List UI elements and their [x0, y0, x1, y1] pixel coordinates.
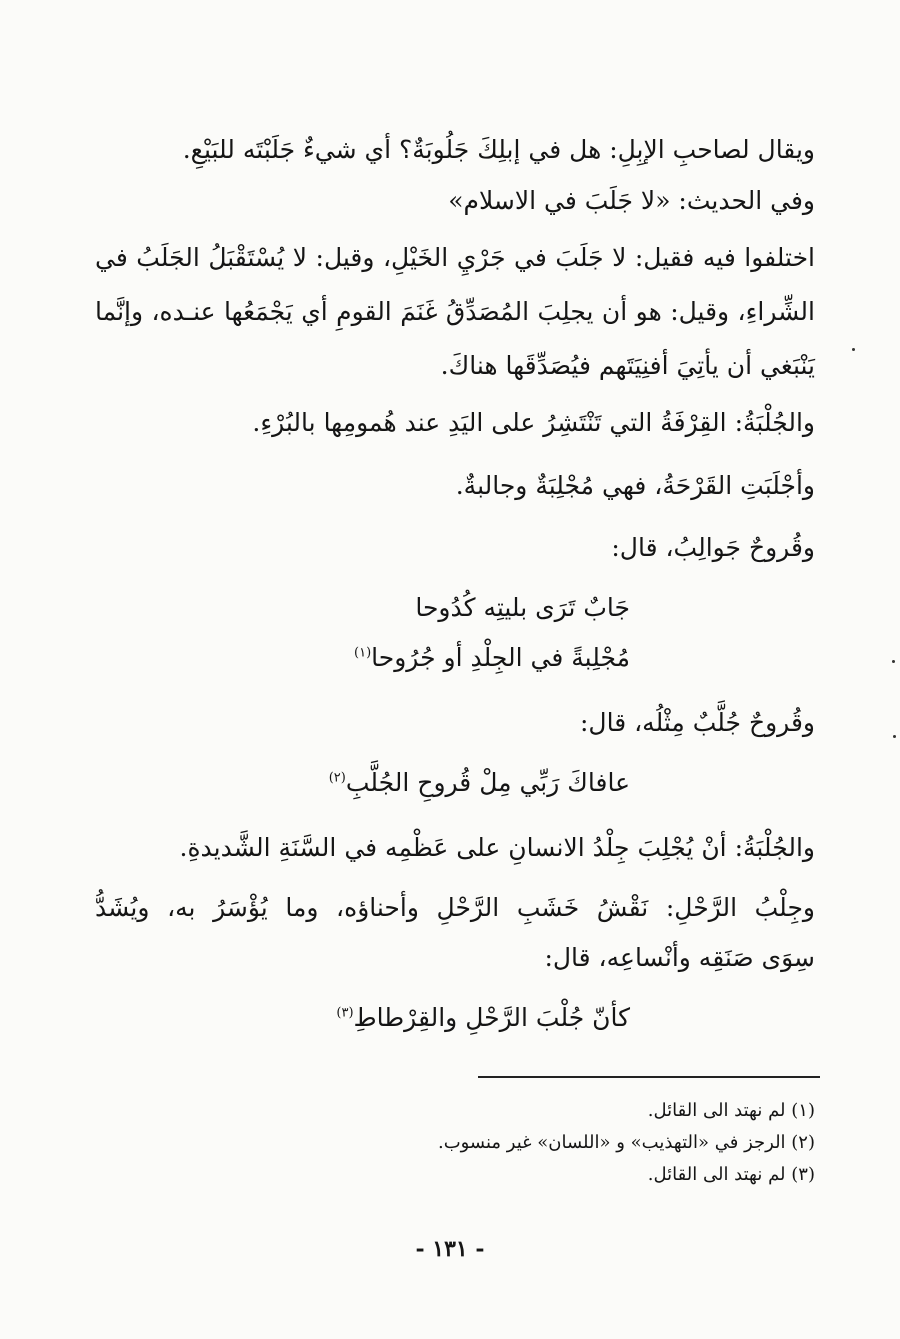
scan-speck — [852, 348, 855, 351]
verse-2: عافاكَ رَبِّي مِلْ قُروحِ الجُلَّبِ$^{(٢)}$ — [328, 768, 630, 797]
footnote-separator — [478, 1076, 820, 1078]
scan-speck — [892, 660, 895, 663]
verse-1-line-2: مُجْلِبةً في الجِلْدِ أو جُرُوحا$^{(١)}$ — [354, 643, 630, 672]
text-line-7: وأجْلَبَتِ القَرْحَةُ، فهي مُجْلِبَةٌ وجالبةٌ. — [455, 471, 815, 500]
page-number: - ١٣١ - — [415, 1236, 485, 1262]
text-line-3: اختلفوا فيه فقيل: لا جَلَبَ في جَرْيِ الخَيْلِ، وقيل: لا يُسْتَقْبَلُ الجَلَبُ في — [95, 243, 815, 272]
text-line-8: وقُروحٌ جَوالِبُ، قال: — [611, 533, 815, 562]
text-line-6: والجُلْبَةُ: القِرْفَةُ التي تَنْتَشِرُ على اليَدِ عند هُمومِها بالبُرْءِ. — [252, 408, 815, 437]
text-line-1: ويقال لصاحبِ الإبِلِ: هل في إبلِكَ جَلُوبَةٌ؟ أي شيءٌ جَلَبْتَه للبَيْعِ. — [182, 135, 815, 164]
footnote-1: (١) لم نهتد الى القائل. — [647, 1100, 815, 1121]
verse-1-line-1: جَابٌ تَرَى بليتِه كُدُوحا — [415, 593, 630, 622]
text-line-jilb-2: سِوَى صَنَقِه وأنْساعِه، قال: — [544, 943, 815, 972]
text-line-4: الشِّراءِ، وقيل: هو أن يجلِبَ المُصَدِّقُ غَنَمَ القومِ أي يَجْمَعُها عنـده، وإنَّما — [95, 297, 815, 326]
text-line-5: يَنْبَغي أن يأتِيَ أفنِيَتَهم فيُصَدِّقَها هناكَ. — [440, 351, 815, 380]
verse-3: كأنّ جُلْبَ الرَّحْلِ والقِرْطاطِ$^{(٣)}$ — [336, 1003, 630, 1032]
footnote-2: (٢) الرجز في «التهذيب» و «اللسان» غير منسوب. — [437, 1132, 815, 1153]
footnote-mark-1: (١) — [354, 645, 372, 661]
footnote-mark-2: (٢) — [328, 770, 346, 786]
scan-speck — [893, 735, 896, 738]
text-line-jilb-1: وجِلْبُ الرَّحْلِ: نَقْشُ خَشَبِ الرَّحْلِ وأحناؤه، وما يُؤْسَرُ به، ويُشَدُّ — [95, 893, 815, 922]
footnote-mark-3: (٣) — [336, 1005, 354, 1021]
text-line-2: وفي الحديث: «لا جَلَبَ في الاسلام» — [448, 186, 815, 215]
footnote-3: (٣) لم نهتد الى القائل. — [647, 1164, 815, 1185]
text-line-julba: والجُلْبَةُ: أنْ يُجْلِبَ جِلْدُ الانسانِ على عَظْمِه في السَّنَةِ الشَّديدةِ. — [179, 833, 815, 862]
text-line-quruh: وقُروحٌ جُلَّبٌ مِثْلُه، قال: — [580, 708, 815, 737]
